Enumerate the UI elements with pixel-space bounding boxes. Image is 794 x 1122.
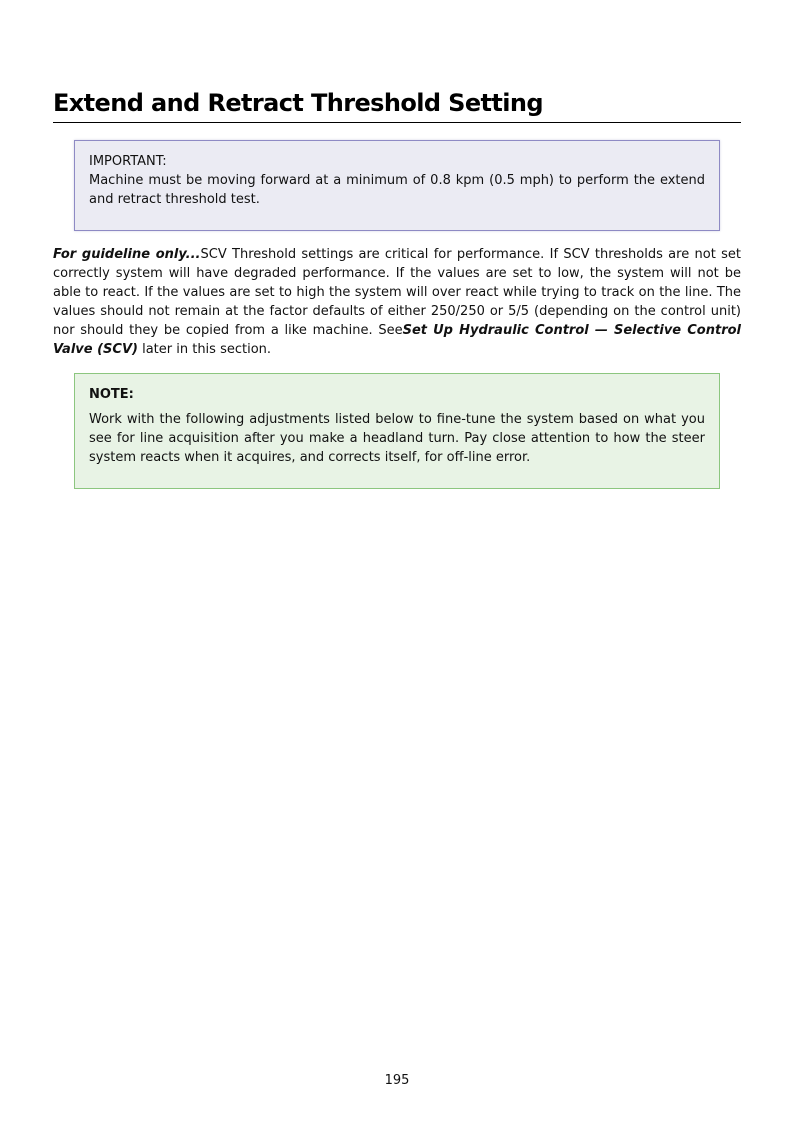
note-label: NOTE: <box>89 387 134 402</box>
page-number: 195 <box>384 1073 410 1088</box>
title-underline <box>53 122 741 123</box>
body-text: SCV Threshold settings are critical for performance. If SCV thresholds are not set correctly system will have degraded performance. If the values are set to low, the system will not be able to react. If the values are set to high the system will over react while trying to track on the line. The values should not remain at the factor defaults of either 250/250 or 5/5 (depending on the control unit) nor should they be copied from a like machine. See <box>53 247 741 338</box>
guideline-lead: For guideline only... <box>53 247 201 262</box>
cross-reference-link[interactable]: Set Up Hydraulic Control — Selective Control Valve (SCV) <box>53 323 741 357</box>
note-callout <box>74 373 720 489</box>
body-tail: later in this section. <box>137 342 272 357</box>
body-paragraph <box>53 245 741 359</box>
important-callout <box>74 140 720 231</box>
important-text: Machine must be moving forward at a minimum of 0.8 kpm (0.5 mph) to perform the extend and retract threshold test. <box>89 173 705 207</box>
note-text: Work with the following adjustments listed below to fine-tune the system based on what you see for line acquisition after you make a headland turn. Pay close attention to how the steer system reacts when it acquires, and corrects itself, for off-line error. <box>89 412 705 465</box>
important-label: IMPORTANT: <box>89 154 167 169</box>
page-title: Extend and Retract Threshold Setting <box>53 89 543 117</box>
